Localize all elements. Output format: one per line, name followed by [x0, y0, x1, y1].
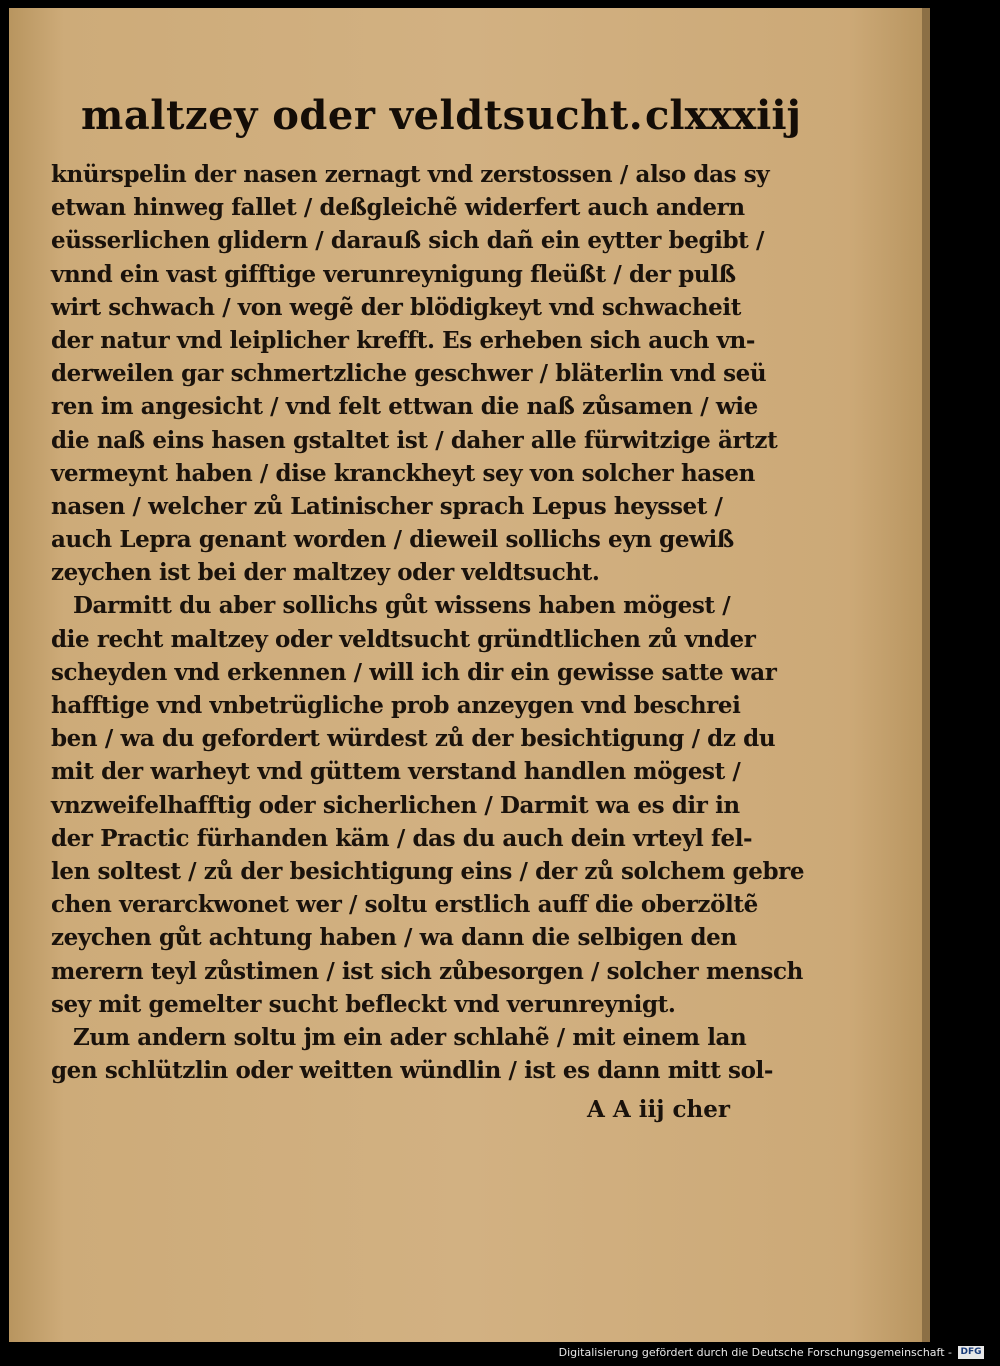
text-line: vnnd ein vast gifftige verunreynigung fleüßt / der pulß [51, 260, 736, 288]
text-line: etwan hinweg fallet / deßgleichẽ widerfert auch andern [51, 194, 745, 222]
text-line-paragraph-start: Zum andern soltu jm ein ader schlahẽ / mit einem lan [73, 1023, 747, 1051]
text-line: ren im angesicht / vnd felt ettwan die naß zůsamen / wie [51, 393, 758, 421]
text-line: gen schlützlin oder weitten wündlin / ist es dann mitt sol- [51, 1057, 774, 1085]
folio-number: clxxxiij [645, 92, 801, 139]
text-line: die naß eins hasen gstaltet ist / daher alle fürwitzige ärtzt [51, 426, 778, 454]
book-page [9, 8, 922, 1342]
text-line: merern teyl zůstimen / ist sich zůbesorgen / solcher mensch [51, 957, 803, 985]
text-line: zeychen ist bei der maltzey oder veldtsucht. [51, 559, 600, 587]
text-line: scheyden vnd erkennen / will ich dir ein gewisse satte war [51, 658, 777, 686]
text-line: derweilen gar schmertzliche geschwer / bläterlin vnd seü [51, 360, 767, 388]
running-title: maltzey oder veldtsucht. [81, 92, 644, 139]
text-line: vnzweifelhafftig oder sicherlichen / Darmit wa es dir in [51, 791, 740, 819]
text-line: auch Lepra genant worden / dieweil sollichs eyn gewiß [51, 526, 734, 554]
text-line: wirt schwach / von wegẽ der blödigkeyt vnd schwacheit [51, 293, 741, 321]
body-text [51, 158, 805, 1087]
text-line: die recht maltzey oder veldtsucht gründtlichen zů vnder [51, 625, 756, 653]
text-line: der natur vnd leiplicher krefft. Es erheben sich auch vn- [51, 326, 756, 354]
text-line: zeychen gůt achtung haben / wa dann die selbigen den [51, 924, 737, 952]
text-line: sey mit gemelter sucht befleckt vnd verunreynigt. [51, 990, 676, 1018]
text-line: vermeynt haben / dise kranckheyt sey von solcher hasen [51, 459, 755, 487]
text-line: hafftige vnd vnbetrügliche prob anzeygen vnd beschrei [51, 692, 741, 719]
footer-credit: Digitalisierung gefördert durch die Deutsche Forschungsgemeinschaft - [558, 1345, 952, 1359]
text-line: ben / wa du gefordert würdest zů der besichtigung / dz du [51, 725, 776, 753]
text-line: nasen / welcher zů Latinischer sprach Lepus heysset / [51, 492, 723, 520]
page-header [81, 92, 801, 152]
digitization-footer [559, 1344, 984, 1360]
text-line: chen verarckwonet wer / soltu erstlich auff die oberzöltẽ [51, 891, 758, 919]
text-line-paragraph-start: Darmitt du aber sollichs gůt wissens haben mögest / [73, 592, 731, 620]
text-line: mit der warheyt vnd güttem verstand handlen mögest / [51, 758, 741, 786]
text-line: der Practic fürhanden käm / das du auch dein vrteyl fel- [51, 824, 753, 852]
catchword: A A iij cher [587, 1096, 730, 1123]
page-edge [922, 8, 930, 1342]
text-line: knürspelin der nasen zernagt vnd zerstossen / also das sy [51, 161, 770, 188]
text-line: eüsserlichen glidern / darauß sich dañ ein eytter begibt / [51, 227, 764, 255]
dfg-logo-icon: DFG [958, 1346, 984, 1359]
text-line: len soltest / zů der besichtigung eins / der zů solchem gebre [51, 857, 805, 885]
